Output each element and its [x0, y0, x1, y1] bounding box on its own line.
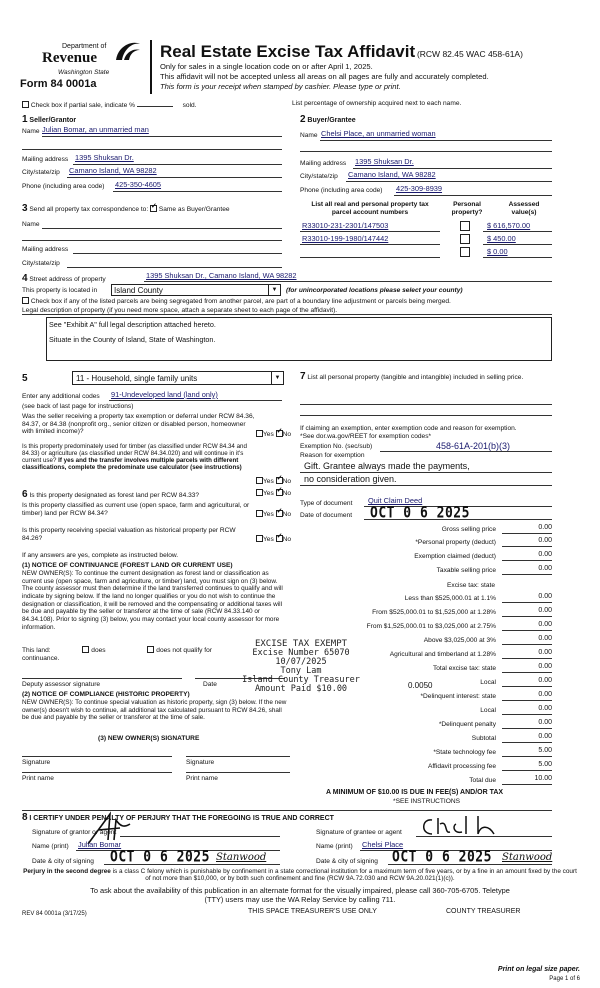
county-value: Island County	[114, 286, 163, 295]
dor-logo-block	[20, 40, 144, 90]
notice1-body: NEW OWNER(S): To continue the current designation as forest land or classification as current use (open space, farm and agriculture, or timber) land, you must sign on (3) below. The county assessor must then determine if the land transferred continues to qualify and will indicate by signing below. If the land no longer qualifies or you do not wish to continue the designation or classification, it will be removed and the compensating or additional taxes will be due and payable by the seller or transferor at the time of sale (RCW 84.33.140 or 84.34.108). Prior to signing (3) below, you may contact your local county assessor for more information.	[22, 570, 283, 631]
seller-phone-label: Phone (including area code)	[22, 183, 105, 190]
header-sub2: This affidavit will not be accepted unless all areas on all pages are fully and accurately completed.	[160, 72, 489, 81]
form-number: Form 84 0001a	[20, 78, 97, 90]
seller-city-value[interactable]: Camano Island, WA 98282	[69, 166, 157, 175]
seller-name-value[interactable]: Julian Bomar, an unmarried man	[42, 125, 149, 134]
assessed-value[interactable]: $ 450.00	[487, 234, 516, 243]
tax-label: Above $3,025,000 at 3%	[423, 637, 496, 644]
forest-text: Is this property designated as forest land per RCW 84.33?	[29, 492, 200, 499]
tax-label: From $525,000.01 to $1,525,000 at 1.28%	[372, 609, 496, 616]
stamp-line3: 10/07/2025	[275, 657, 327, 668]
no-checkbox[interactable]	[276, 510, 283, 517]
tax-value[interactable]: 0.00	[502, 635, 552, 645]
assessor-date-label: Date	[203, 681, 217, 688]
does-label: does	[91, 647, 106, 654]
section7-text-block	[300, 371, 552, 383]
historic-yesno	[256, 535, 291, 544]
tax-label: Affidavit processing fee	[427, 763, 496, 770]
minimum-due-note: A MINIMUM OF $10.00 IS DUE IN FEE(S) AND/OR TAX	[326, 789, 504, 796]
personal-property-checkbox[interactable]	[460, 221, 470, 231]
assessed-value[interactable]: $ 0.00	[487, 247, 508, 256]
timber-yesno	[256, 477, 291, 486]
buyer-mailing-label: Mailing address	[300, 160, 347, 167]
does-checkbox[interactable]	[82, 646, 89, 653]
assessor-signature-label: Deputy assessor signature	[22, 681, 101, 688]
buyer-heading-label: Buyer/Grantee	[307, 117, 356, 124]
tax-value[interactable]: 0.00	[502, 621, 552, 631]
form-title-ref: (RCW 82.45 WAC 458-61A)	[416, 49, 523, 59]
tax-label: *Delinquent penalty	[438, 721, 496, 728]
assessed-header	[496, 201, 552, 216]
tax-row-affidavit-fee	[300, 761, 552, 774]
street-value[interactable]: 1395 Shuksan Dr., Camano Island, WA 98282	[146, 271, 297, 280]
segregation-row	[22, 297, 451, 306]
grantee-name-label: Name (print)	[316, 843, 353, 850]
section7-num: 7	[300, 371, 306, 382]
seller-exemption-question	[22, 413, 256, 436]
buyer-name-label: Name	[300, 132, 318, 139]
tax-row-t2	[300, 607, 552, 620]
revision-code: REV 84 0001a (3/17/25)	[22, 911, 87, 917]
dor-swoosh-icon	[112, 38, 142, 66]
seller-exemption-text: Was the seller receiving a property tax exemption or deferral under RCW 84.36, 84.37, or 84.38 (nonprofit org., senior citizen or disabled person, homeowner with limited income)?	[22, 413, 255, 436]
exemption-text: If claiming an exemption, enter exemption code and reason for exemption. *See dor.wa.gov/REET for exemption codes*	[300, 425, 517, 440]
form-title: Real Estate Excise Tax Affidavit	[160, 42, 416, 61]
reason-line1[interactable]: Gift. Grantee always made the payments,	[304, 461, 470, 471]
tax-label: *State technology fee	[433, 749, 496, 756]
section3-name-label: Name	[22, 221, 40, 228]
yes-checkbox[interactable]	[256, 430, 263, 437]
section3-num: 3	[22, 203, 28, 214]
tax-value[interactable]: 10.00	[502, 775, 552, 785]
perjury-notice	[20, 868, 580, 883]
section3-text: Send all property tax correspondence to:	[29, 206, 149, 213]
list-percentage-note: List percentage of ownership acquired next to each name.	[292, 100, 462, 107]
partial-sale-label: Check box if partial sale, indicate %	[30, 102, 135, 109]
personal-property-checkbox[interactable]	[460, 234, 470, 244]
section5-num: 5	[22, 373, 28, 384]
tax-label: Local	[480, 707, 496, 714]
owner-print2-label: Print name	[186, 775, 218, 782]
owner-print-label: Print name	[22, 775, 54, 782]
tax-label: Exemption claimed (deduct)	[414, 553, 496, 560]
tax-value[interactable]: 0.00	[502, 537, 552, 547]
current-use-question	[22, 502, 252, 517]
buyer-mailing-value[interactable]: 1395 Shuksan Dr.	[355, 157, 414, 166]
use-code-dropdown[interactable]	[72, 371, 284, 385]
exemption-no-value[interactable]: 458-61A-201(b)(3)	[436, 441, 511, 451]
grantee-date-value[interactable]: OCT 0 6 2025	[392, 847, 492, 867]
see-back-note: (see back of last page for instructions)	[22, 403, 134, 410]
segregation-checkbox[interactable]	[22, 297, 29, 304]
tax-row-t3	[300, 621, 552, 634]
chevron-down-icon[interactable]: ▼	[268, 285, 280, 295]
tax-label: Local	[480, 679, 496, 686]
assessed-header2: value(s)	[511, 208, 537, 216]
yes-checkbox[interactable]	[256, 489, 263, 496]
assessed-value[interactable]: $ 616,570.00	[487, 221, 531, 230]
excise-exempt-stamp	[236, 640, 366, 694]
grantor-signature-label: Signature of grantor or agent	[32, 829, 117, 836]
current-use-text: Is this property classified as current use (open space, farm and agricultural, or timber) land per RCW 84.34?	[22, 502, 250, 517]
reason-label: Reason for exemption	[300, 452, 365, 459]
owner-signature2-label: Signature	[186, 759, 215, 766]
seller-city-label: City/state/zip	[22, 169, 60, 176]
legal-paper-text: Print on legal size paper.	[497, 966, 580, 973]
alt-format-line2: (TTY) users may use the WA Relay Service by calling 711.	[204, 895, 396, 904]
forest-yesno	[256, 489, 291, 498]
alt-format-line1: To ask about the availability of this publication in an alternate format for the visually impaired, please call 360-705-6705. Teletype	[90, 886, 510, 895]
yes-checkbox[interactable]	[256, 535, 263, 542]
exemption-no-label: Exemption No. (sec/sub)	[300, 443, 373, 450]
doc-date-value[interactable]: OCT 0 6 2025	[370, 503, 470, 523]
grantor-name-label: Name (print)	[32, 843, 69, 850]
historic-text: Is this property receiving special valuation as historical property per RCW 84.26?	[22, 527, 236, 542]
buyer-phone-value[interactable]: 425-309-8939	[396, 184, 443, 193]
section8-num: 8	[22, 812, 28, 823]
tax-value[interactable]: 0.00	[502, 524, 552, 534]
same-as-buyer-checkbox[interactable]	[150, 205, 157, 212]
seller-num: 1	[22, 114, 28, 125]
section7-text: List all personal property (tangible and intangible) included in selling price.	[307, 374, 524, 381]
certify-row	[22, 812, 334, 824]
tax-row-t1	[300, 593, 552, 606]
personal-header2: property?	[451, 208, 483, 216]
continuance-label: continuance.	[22, 655, 60, 662]
header-sub1: Only for sales in a single location code on or after April 1, 2025.	[160, 62, 373, 71]
grantor-city-value[interactable]: Stanwood	[216, 852, 267, 863]
segregation-label: Check box if any of the listed parcels are being segregated from another parcel, are part of a boundary line adjustment or parcels being merged.	[30, 298, 451, 305]
buyer-heading	[300, 114, 356, 126]
seller-name-label: Name	[22, 128, 40, 135]
assessed-header1: Assessed	[508, 201, 540, 208]
section3-heading	[22, 203, 230, 215]
header-divider	[150, 40, 152, 94]
legal-line2: Situate in the County of Island, State of Washington.	[49, 335, 216, 344]
tax-row-total-due	[300, 775, 552, 788]
same-as-buyer-label: Same as Buyer/Grantee	[158, 206, 230, 213]
tax-label: Total excise tax: state	[432, 665, 496, 672]
tax-value[interactable]: 0.00	[502, 677, 552, 687]
section4-street-row	[22, 273, 106, 285]
no-checkbox[interactable]	[276, 477, 283, 484]
timber-text-bold: If yes and the transfer involves multiple parcels with different classifications, complete the predominate use calculator (see instructions)	[22, 457, 242, 472]
yes-label: Yes	[263, 536, 274, 543]
tax-value[interactable]: 0.00	[502, 663, 552, 673]
seller-heading	[22, 114, 76, 126]
stamp-line4: Tony Lam	[280, 666, 322, 677]
seller-phone-value[interactable]: 425-350-4605	[115, 180, 162, 189]
personal-property-checkbox[interactable]	[460, 247, 470, 257]
tax-value[interactable]: 5.00	[502, 747, 552, 757]
grantee-signature-label: Signature of grantee or agent	[316, 829, 402, 836]
located-label: This property is located in	[22, 287, 98, 294]
timber-question	[22, 443, 258, 472]
unincorporated-note-text: (for unincorporated locations please select your county)	[286, 287, 463, 294]
reason-line2[interactable]: no consideration given.	[304, 474, 397, 484]
tax-value[interactable]: 0.00	[502, 719, 552, 729]
tax-row-exemption	[300, 551, 552, 564]
seller-mailing-label: Mailing address	[22, 156, 69, 163]
tax-row-subtotal	[300, 733, 552, 746]
county-treasurer-label: COUNTY TREASURER	[446, 908, 521, 915]
grantee-city-value[interactable]: Stanwood	[502, 852, 553, 863]
section4-num: 4	[22, 273, 28, 284]
treasurer-only-note: THIS SPACE TREASURER'S USE ONLY	[248, 908, 377, 915]
stamp-line2: Excise Number 65070	[252, 648, 350, 659]
perjury-text: is a class C felony which is punishable by confinement in a state correctional institution for a maximum term of five years, or by a fine in an amount fixed by the court of not more than $10,000, or by both such confinement and fine (RCW 9A.72.030 and RCW 9A.20.021(1)(c)).	[112, 868, 577, 883]
tax-row-tech-fee	[300, 747, 552, 760]
additional-codes-value[interactable]: 91-Undeveloped land (land only)	[111, 390, 218, 399]
tax-row-gross	[300, 524, 552, 537]
yes-label: Yes	[263, 431, 274, 438]
yes-label: Yes	[263, 511, 274, 518]
form-title-row	[160, 42, 523, 62]
no-checkbox[interactable]	[276, 489, 283, 496]
does-not-checkbox[interactable]	[147, 646, 154, 653]
legal-description-box[interactable]	[46, 317, 552, 361]
tax-label: From $1,525,000.01 to $3,025,000 at 2.75%	[366, 623, 496, 630]
no-label: No	[282, 511, 292, 518]
partial-sale-checkbox[interactable]	[22, 101, 29, 108]
dept-line1: Department of	[62, 43, 107, 50]
section3-mailing-label: Mailing address	[22, 246, 69, 253]
legal-label: Legal description of property (if you need more space, attach a separate sheet to each page of the affidavit).	[22, 307, 338, 314]
if-yes-note: If any answers are yes, complete as instructed below.	[22, 552, 179, 559]
this-land-label: This land:	[22, 647, 51, 654]
grantor-name-value[interactable]: Julian Bomar	[78, 840, 122, 849]
grantee-name-value[interactable]: Chelsi Place	[362, 840, 404, 849]
doc-date-label: Date of document	[300, 512, 353, 519]
current-use-yesno	[256, 510, 291, 519]
personal-header	[447, 201, 487, 216]
notice2-body: NEW OWNER(S): To continue special valuation as historic property, sign (3) below. If the new owner(s) doesn't wish to continue, all additional tax calculated pursuant to RCW 84.26, shall be due and payable by the seller or transferor at the time of sale.	[22, 699, 287, 722]
tax-label: *Personal property (deduct)	[415, 539, 496, 546]
use-code-value: 11 - Household, single family units	[76, 374, 198, 383]
tax-label: *Delinquent interest: state	[420, 693, 496, 700]
tax-value[interactable]: 0.00	[502, 691, 552, 701]
header-sub3	[160, 83, 401, 92]
seller-mailing-value[interactable]: 1395 Shuksan Dr.	[75, 153, 134, 162]
page-number: Page 1 of 6	[549, 976, 580, 982]
notice1-title: (1) NOTICE OF CONTINUANCE (FOREST LAND OR CURRENT USE)	[22, 562, 233, 569]
dept-line3: Washington State	[58, 69, 110, 76]
tax-label: Taxable selling price	[436, 567, 496, 574]
yes-label: Yes	[263, 490, 274, 497]
tax-value[interactable]: 5.00	[502, 761, 552, 771]
legal-line1: See "Exhibit A" full legal description attached hereto.	[49, 320, 216, 329]
chevron-down-icon[interactable]: ▼	[271, 372, 283, 384]
buyer-city-label: City/state/zip	[300, 173, 338, 180]
header-sub3-text: This form is your receipt when stamped by cashier. Please type or print.	[160, 82, 401, 91]
excise-state-label: Excise tax: state	[447, 582, 496, 589]
yes-checkbox[interactable]	[256, 477, 263, 484]
grantee-signature-mark[interactable]	[418, 812, 508, 840]
seller-heading-label: Seller/Grantor	[29, 117, 77, 124]
yes-checkbox[interactable]	[256, 510, 263, 517]
does-not-label: does not qualify for	[156, 647, 212, 654]
tax-row-taxable	[300, 565, 552, 578]
tax-row-penalty	[300, 719, 552, 732]
personal-header1: Personal	[453, 201, 481, 208]
tax-value[interactable]: 0.00	[502, 565, 552, 575]
partial-sold-label: sold.	[182, 102, 197, 109]
tax-value[interactable]: 0.00	[502, 649, 552, 659]
doc-type-label: Type of document	[300, 500, 353, 507]
tax-row-delinquent-local	[300, 705, 552, 718]
owner-signature-label: Signature	[22, 759, 51, 766]
no-label: No	[282, 478, 292, 485]
buyer-phone-label: Phone (including area code)	[300, 187, 383, 194]
perjury-bold: Perjury in the second degree	[23, 868, 111, 875]
tax-value[interactable]: 0.00	[502, 733, 552, 743]
tax-value[interactable]: 0.00	[502, 705, 552, 715]
grantee-date-label: Date & city of signing	[316, 858, 378, 865]
buyer-num: 2	[300, 114, 306, 125]
buyer-name-value[interactable]: Chelsi Place, an unmarried woman	[321, 129, 436, 138]
dept-line2: Revenue	[42, 50, 97, 66]
tax-row-personal	[300, 537, 552, 550]
legal-paper-note	[470, 966, 580, 974]
stamp-line6: Amount Paid $10.00	[254, 684, 348, 695]
stamp-line1: EXCISE TAX EXEMPT	[254, 639, 348, 649]
grantor-date-value[interactable]: OCT 0 6 2025	[110, 847, 210, 867]
no-label: No	[282, 536, 292, 543]
notice2-title: (2) NOTICE OF COMPLIANCE (HISTORIC PROPERTY)	[22, 691, 190, 698]
no-label: No	[282, 490, 292, 497]
tax-label: Subtotal	[471, 735, 496, 742]
parcel-header1: List all real and personal property tax	[311, 201, 429, 208]
parcel-header2: parcel account numbers	[331, 208, 409, 216]
notice3-title: (3) NEW OWNER(S) SIGNATURE	[98, 735, 200, 742]
street-label: Street address of property	[29, 276, 106, 283]
historic-question	[22, 527, 248, 542]
local-rate: 0.0050	[408, 681, 433, 690]
stamp-line5: Island County Treasurer	[242, 675, 360, 686]
no-checkbox[interactable]	[276, 430, 283, 437]
tax-value[interactable]: 0.00	[502, 593, 552, 603]
partial-sale-row	[22, 101, 197, 110]
no-checkbox[interactable]	[276, 535, 283, 542]
forest-question	[22, 489, 258, 501]
certify-text: I CERTIFY UNDER PENALTY OF PERJURY THAT THE FOREGOING IS TRUE AND CORRECT	[29, 815, 334, 822]
no-label: No	[282, 431, 292, 438]
tax-label: Agricultural and timberland at 1.28%	[389, 651, 496, 658]
seller-exemption-yesno	[256, 430, 291, 439]
unincorporated-note	[286, 287, 463, 295]
tax-label: Total due	[469, 777, 496, 784]
additional-codes-label: Enter any additional codes	[22, 393, 100, 400]
tax-value[interactable]: 0.00	[502, 607, 552, 617]
tax-value[interactable]: 0.00	[502, 551, 552, 561]
timber-text: Is this property predominately used for timber (as classified under RCW 84.34 and 84.33) or agriculture (as classified under RCW 84.34.020) and will continue in it's current use?	[22, 443, 247, 465]
grantor-date-label: Date & city of signing	[32, 858, 94, 865]
yes-label: Yes	[263, 478, 274, 485]
parcel-header	[300, 201, 440, 216]
tax-label: Less than $525,000.01 at 1.1%	[404, 595, 496, 602]
doc-type-value[interactable]: Quit Claim Deed	[368, 496, 423, 505]
buyer-city-value[interactable]: Camano Island, WA 98282	[348, 170, 436, 179]
parcel-number[interactable]: R33010-199-1980/147442	[302, 234, 389, 243]
county-dropdown[interactable]	[111, 284, 281, 296]
parcel-number[interactable]: R33010-231-2301/147503	[302, 221, 389, 230]
tax-label: Gross selling price	[441, 526, 496, 533]
section6-num: 6	[22, 489, 28, 500]
see-instructions-note: *SEE INSTRUCTIONS	[393, 798, 461, 805]
section3-city-label: City/state/zip	[22, 260, 60, 267]
